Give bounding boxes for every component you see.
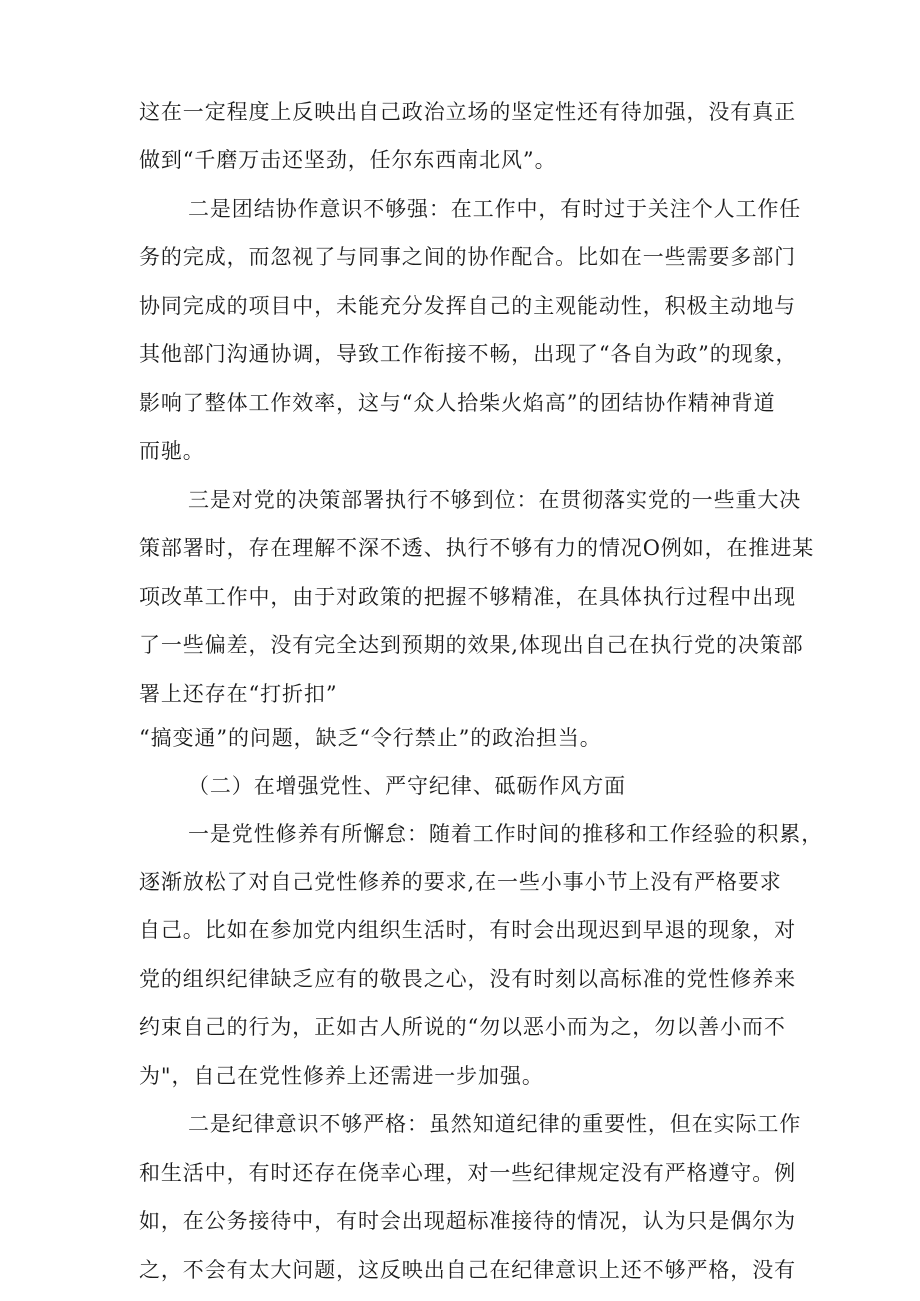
text-line: 为"，自己在党性修养上还需进一步加强。 (139, 1064, 544, 1088)
text-line: 影响了整体工作效率，这与“众人拾柴火焰高”的团结协作精神背道 (139, 391, 776, 415)
text-line: 项改革工作中，由于对政策的把握不够精准，在具体执行过程中出现 (139, 585, 796, 609)
text-line: 协同完成的项目中，未能充分发挥自己的主观能动性，积极主动地与 (139, 294, 796, 318)
section-heading: （二）在增强党性、严守纪律、砥砺作风方面 (188, 774, 626, 798)
text-line: “搞变通”的问题，缺乏“令行禁止”的政治担当。 (139, 726, 602, 750)
paragraph-first-line: 三是对党的决策部署执行不够到位：在贯彻落实党的一些重大决 (188, 488, 802, 512)
text-line: 其他部门沟通协调，导致工作衔接不畅，出现了“各自为政”的现象， (139, 342, 798, 366)
text-line: 策部署时，存在理解不深不透、执行不够有力的情况O例如，在推进某 (139, 536, 815, 560)
text-line: 自己。比如在参加党内组织生活时，有时会出现迟到早退的现象，对 (139, 918, 796, 942)
text-line: 署上还存在“打折扣” (139, 682, 338, 706)
text-line: 这在一定程度上反映出自己政治立场的坚定性还有待加强，没有真正 (139, 100, 796, 124)
text-line: 做到“千磨万击还坚劲，任尔东西南北风”。 (139, 148, 557, 172)
paragraph-first-line: 二是纪律意识不够严格：虽然知道纪律的重要性，但在实际工作 (188, 1112, 802, 1136)
text-line: 了一些偏差，没有完全达到预期的效果,体现出自己在执行党的决策部 (139, 633, 804, 657)
text-line: 之，不会有太大问题，这反映出自己在纪律意识上还不够严格，没有 (139, 1258, 796, 1282)
paragraph-first-line: 二是团结协作意识不够强：在工作中，有时过于关注个人工作任 (188, 197, 802, 221)
text-line: 如，在公务接待中，有时会出现超标准接待的情况，认为只是偶尔为 (139, 1209, 796, 1233)
paragraph-first-line: 一是党性修养有所懈怠：随着工作时间的推移和工作经验的积累， (188, 822, 824, 846)
text-line: 约束自己的行为，正如古人所说的“勿以恶小而为之，勿以善小而不 (139, 1015, 786, 1039)
text-line: 而驰。 (139, 439, 205, 463)
text-line: 和生活中，有时还存在侥幸心理，对一些纪律规定没有严格遵守。例 (139, 1161, 796, 1185)
text-line: 党的组织纪律缺乏应有的敬畏之心，没有时刻以高标准的党性修养来 (139, 967, 796, 991)
text-line: 逐渐放松了对自己党性修养的要求,在一些小事小节上没有严格要求 (139, 870, 782, 894)
text-line: 务的完成，而忽视了与同事之间的协作配合。比如在一些需要多部门 (139, 245, 796, 269)
